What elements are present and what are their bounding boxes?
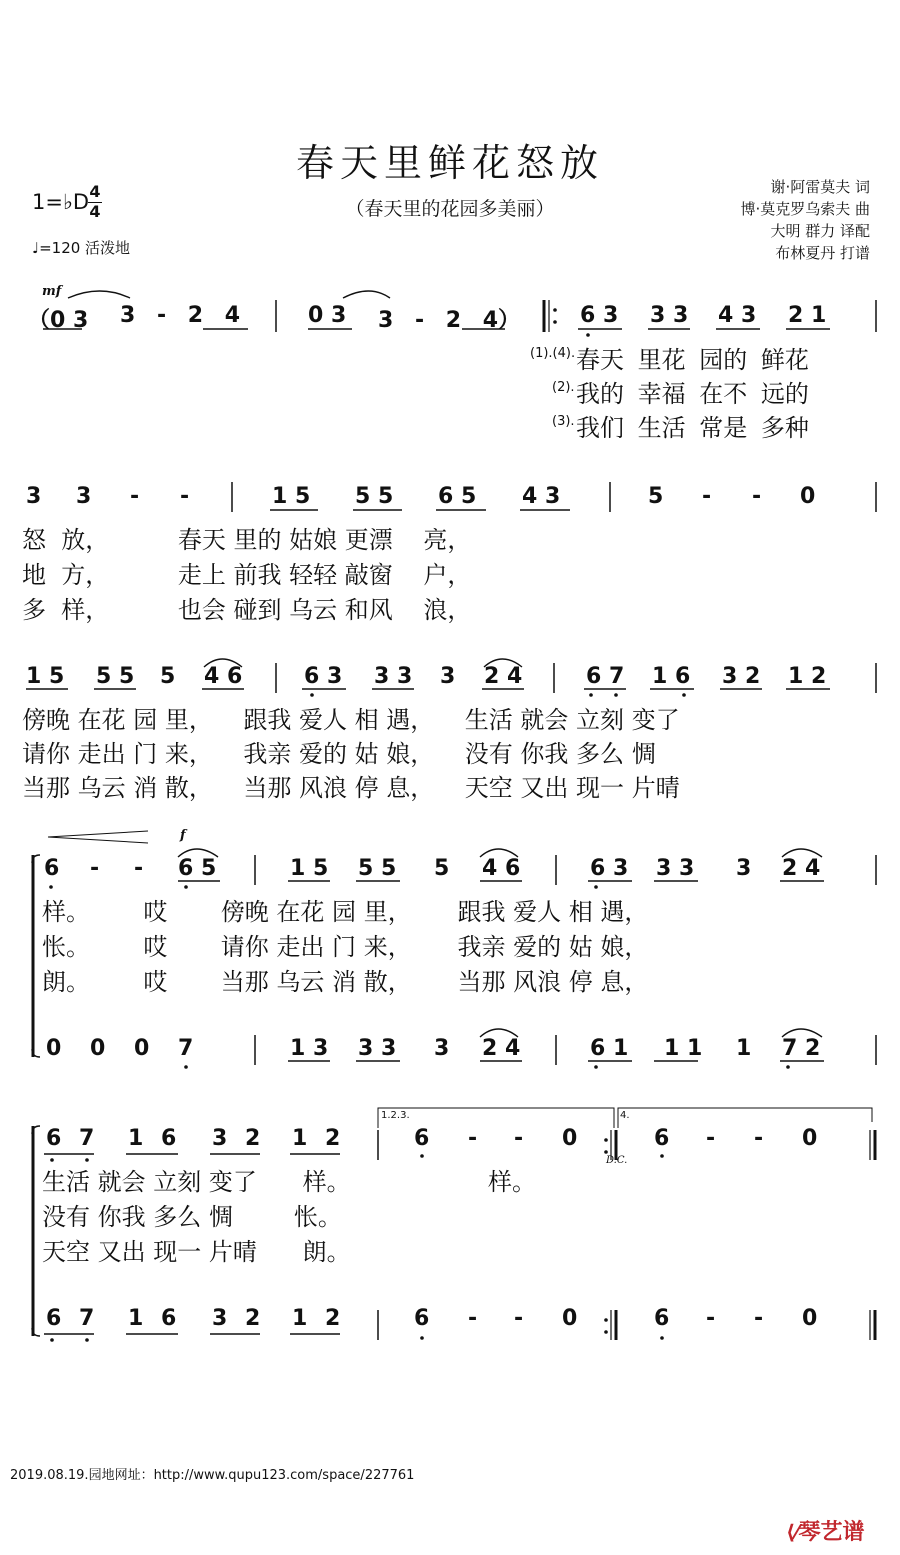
line4-note-4: 6 5 [178,856,217,881]
line2-note-6: 5 5 [355,484,394,509]
line4-lyric-3: 朗。 哎 当那 乌云 消 散， 当那 风浪 停 息， [42,968,649,996]
quarter-note-icon: ♩ [32,239,40,257]
line5-lyric-2: 没有 你我 多么 惆 怅。 [42,1203,342,1231]
line3-lyric-1: 傍晚 在花 园 里， 跟我 爱人 相 遇， 生活 就会 立刻 变了 [22,706,680,734]
intro-note-2: 3 - 2 4 [120,303,241,328]
line2-lyric-1: 怒 放， 春天 里的 姑娘 更漂 亮， [22,526,472,554]
line4-lower-note-11: 1 [736,1036,752,1061]
line1-note-4: 2 1 [788,303,827,328]
dynamic-f: f [180,828,186,843]
line2-note-7: 6 5 [438,484,477,509]
line4-note-3: - [134,856,144,881]
line2-note-9: 5 [648,484,664,509]
brand-logo [786,1515,865,1546]
line4-note-9: 6 3 [590,856,629,881]
line3-note-4: 4 6 [204,664,243,689]
time-signature-top: 4 [89,182,101,201]
da-capo-mark: D.C. [606,1155,628,1166]
line4-note-7: 5 [434,856,450,881]
line4-note-12: 2 4 [782,856,821,881]
logo-text: 琴艺谱 [798,1520,865,1545]
intro-note-4: 3 - 2 4） [378,308,521,333]
line5-note-2: 1 6 [128,1126,177,1151]
page-subtitle: （春天里的花园多美丽） [345,198,555,220]
line5-lower-note-8: 0 [562,1306,578,1331]
line4-lower-note-2: 0 [90,1036,106,1061]
volta-1-label: 1.2.3. [381,1110,410,1121]
line5-note-12: 0 [802,1126,818,1151]
line4-note-1: 6 [44,856,60,881]
credit-composer: 博·莫克罗乌索夫 曲 [740,200,870,218]
line3-note-3: 5 [160,664,176,689]
logo-icon: ⟨⁄ [786,1520,799,1544]
line5-note-7: - [514,1126,524,1151]
line4-note-6: 5 5 [358,856,397,881]
verse-label-2: (2). [552,380,575,395]
page-title: 春天里鲜花怒放 [295,141,604,185]
line4-lower-note-6: 3 3 [358,1036,397,1061]
verse-label-1: (1).(4). [530,346,576,361]
line5-lower-note-6: - [468,1306,478,1331]
line4-lower-note-5: 1 3 [290,1036,329,1061]
line5-note-3: 3 2 [212,1126,261,1151]
line3-note-1: 1 5 [26,664,65,689]
line2-note-11: - [752,484,762,509]
line4-lyric-1: 样。 哎 傍晚 在花 园 里， 跟我 爱人 相 遇， [42,898,649,926]
line5-note-1: 6 7 [46,1126,95,1151]
line5-lower-note-11: - [754,1306,764,1331]
line5-lower-note-5: 6 [414,1306,430,1331]
line3-note-11: 3 2 [722,664,761,689]
line5-note-6: - [468,1126,478,1151]
time-signature-bottom: 4 [89,202,101,221]
line5-lower-note-4: 1 2 [292,1306,341,1331]
key-signature: 1=♭D [32,190,90,214]
line5-note-4: 1 2 [292,1126,341,1151]
line3-note-9: 6 7 [586,664,625,689]
line3-note-5: 6 3 [304,664,343,689]
line4-lower-note-8: 2 4 [482,1036,521,1061]
line1-note-1: 6 3 [580,303,619,328]
line4-note-10: 3 3 [656,856,695,881]
line1-lyric-1: 春天 里花 园的 鲜花 [576,346,809,374]
line4-lyric-2: 怅。 哎 请你 走出 门 来， 我亲 爱的 姑 娘， [42,933,649,961]
line4-note-11: 3 [736,856,752,881]
line4-note-5: 1 5 [290,856,329,881]
credit-lyricist: 谢·阿雷莫夫 词 [770,178,870,196]
credit-translator: 大明 群力 译配 [770,222,870,240]
line5-lower-note-10: - [706,1306,716,1331]
line3-note-8: 2 4 [484,664,523,689]
line1-note-2: 3 3 [650,303,689,328]
credits [740,176,870,264]
line2-note-8: 4 3 [522,484,561,509]
line5-lyric-1: 生活 就会 立刻 变了 样。 样。 [42,1168,536,1196]
line1-lyric-2: 我的 幸福 在不 远的 [576,380,809,408]
line4-lower-note-7: 3 [434,1036,450,1061]
line3-lyric-3: 当那 乌云 消 散， 当那 风浪 停 息， 天空 又出 现一 片晴 [22,774,680,802]
line3-note-6: 3 3 [374,664,413,689]
line4-lower-note-10: 1 1 [664,1036,703,1061]
line3-note-2: 5 5 [96,664,135,689]
line2-note-1: 3 [26,484,42,509]
line3-lyric-2: 请你 走出 门 来， 我亲 爱的 姑 娘， 没有 你我 多么 惆 [22,740,656,768]
line4-lower-note-9: 6 1 [590,1036,629,1061]
intro-note-3: 0 3 [308,303,347,328]
footer-url[interactable]: 2019.08.19.园地网址：http://www.qupu123.com/space/227761 [10,1468,415,1483]
line2-note-2: 3 [76,484,92,509]
line3-note-10: 1 6 [652,664,691,689]
line5-lower-note-2: 1 6 [128,1306,177,1331]
line4-lower-note-3: 0 [134,1036,150,1061]
line3-note-7: 3 [440,664,456,689]
line5-lower-note-1: 6 7 [46,1306,95,1331]
line5-lyric-3: 天空 又出 现一 片晴 朗。 [42,1238,351,1266]
line5-lower-note-7: - [514,1306,524,1331]
volta-2-label: 4. [620,1110,630,1121]
line4-lower-note-1: 0 [46,1036,62,1061]
line1-lyric-3: 我们 生活 常是 多种 [576,414,809,442]
line4-note-8: 4 6 [482,856,521,881]
verse-label-3: (3). [552,414,575,429]
line2-note-5: 1 5 [272,484,311,509]
line5-lower-note-3: 3 2 [212,1306,261,1331]
line4-lower-note-12: 7 2 [782,1036,821,1061]
line5-lower-note-12: 0 [802,1306,818,1331]
line1-note-3: 4 3 [718,303,757,328]
line2-lyric-3: 多 样， 也会 碰到 乌云 和风 浪， [22,596,472,624]
line2-note-4: - [180,484,190,509]
tempo [32,237,130,258]
tempo-text: =120 活泼地 [39,239,131,257]
intro-note-1: （0 3 [28,308,89,333]
time-signature [88,183,102,221]
line2-note-3: - [130,484,140,509]
line2-note-10: - [702,484,712,509]
line5-note-11: - [754,1126,764,1151]
line5-lower-note-9: 6 [654,1306,670,1331]
line2-note-12: 0 [800,484,816,509]
line5-note-10: - [706,1126,716,1151]
credit-transcriber: 布林夏丹 打谱 [775,244,870,262]
line5-note-5: 6 [414,1126,430,1151]
line3-note-12: 1 2 [788,664,827,689]
line4-note-2: - [90,856,100,881]
line5-note-8: 0 [562,1126,578,1151]
line4-lower-note-4: 7 [178,1036,194,1061]
line2-lyric-2: 地 方， 走上 前我 轻轻 敲窗 户， [22,561,472,589]
line5-note-9: 6 [654,1126,670,1151]
dynamic-mf: mf [42,284,62,299]
